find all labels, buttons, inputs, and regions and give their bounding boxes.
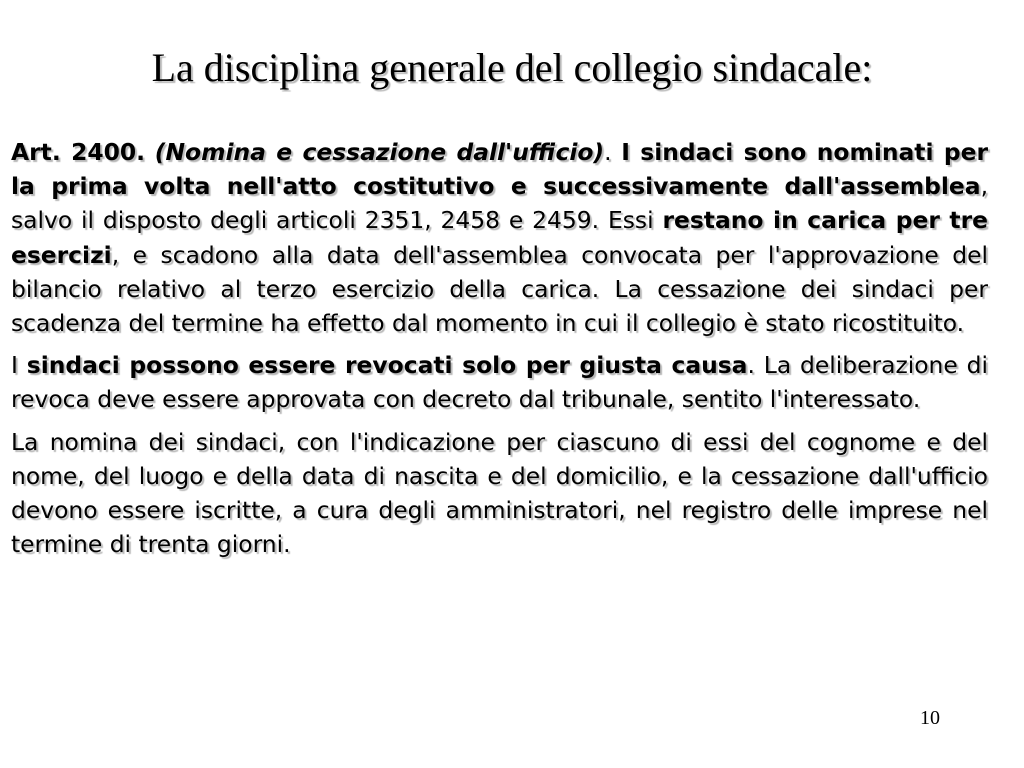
slide-title-text: La disciplina generale del collegio sindacale bbox=[151, 45, 862, 90]
article-heading: (Nomina e cessazione dall'ufficio) bbox=[154, 138, 605, 166]
paragraph-art-2400: Art. 2400. (Nomina e cessazione dall'ufficio). I sindaci sono nominati per la prima volta nell'atto costitutivo e successivamente dall'assemblea, salvo il disposto degli articoli 2351, 2458 e 2459. Essi restano in carica per tre esercizi, e scadono alla data dell'assemblea convocata per l'approvazione del bilancio relativo al terzo esercizio della carica. La cessazione dei sindaci per scadenza del termine ha effetto dal momento in cui il collegio è stato ricostituito. bbox=[11, 138, 989, 338]
page-number: 10 bbox=[920, 707, 940, 729]
slide-body bbox=[11, 135, 988, 569]
paragraph-registration: La nomina dei sindaci, con l'indicazione per ciascuno di essi del cognome e del nome, del luogo e della data di nascita e del domicilio, e la cessazione dall'ufficio devono essere iscritte, a cura degli amministratori, nel registro delle imprese nel termine di trenta giorni. bbox=[11, 427, 988, 559]
bold-term-rule: restano in carica per tre esercizi bbox=[11, 206, 989, 269]
bold-revocation-rule: sindaci possono essere revocati solo per giusta causa bbox=[26, 351, 748, 380]
article-number: Art. 2400. bbox=[11, 138, 146, 166]
slide-title bbox=[0, 44, 1024, 92]
bold-nomination-rule: I sindaci sono nominati per la prima volta nell'atto costitutivo e successivamente dall'assemblea bbox=[11, 138, 989, 201]
paragraph-revocation: I sindaci possono essere revocati solo per giusta causa. La deliberazione di revoca deve essere approvata con decreto dal tribunale, sentito l'interessato. bbox=[11, 351, 988, 414]
slide-title-colon: : bbox=[861, 45, 873, 90]
